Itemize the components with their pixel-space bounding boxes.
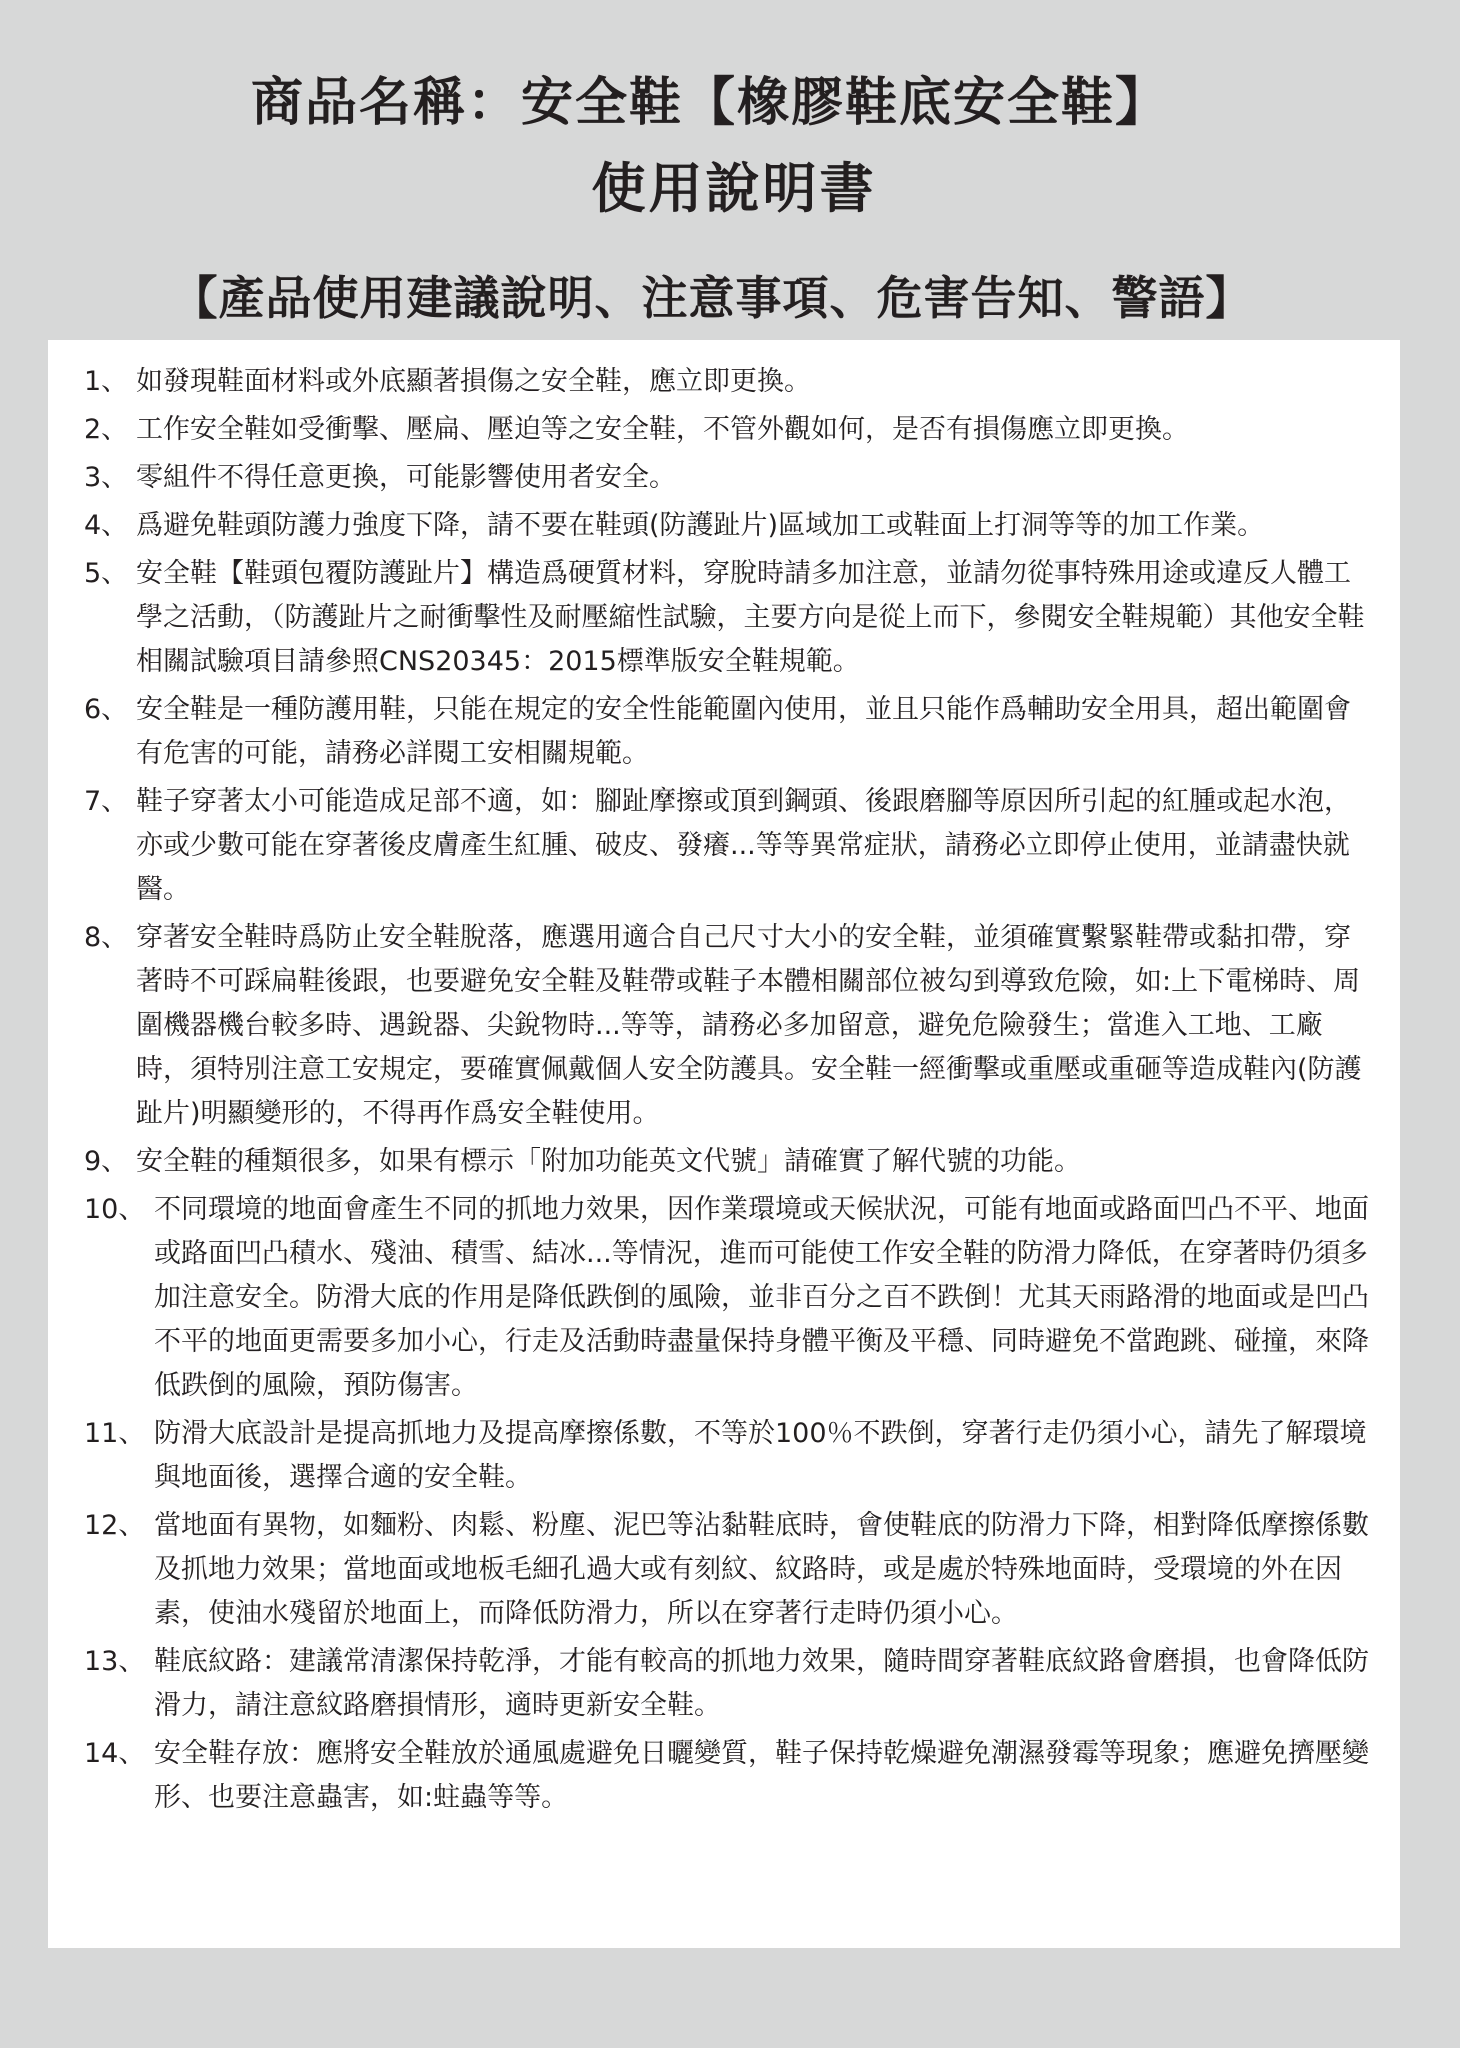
list-item bbox=[84, 360, 1374, 404]
item-number: 9、 bbox=[84, 1146, 129, 1177]
list-item bbox=[84, 916, 1374, 1136]
item-text: 安全鞋存放：應將安全鞋放於通風處避免日曬變質，鞋子保持乾燥避免潮濕發霉等現象；應避免擠壓變形、也要注意蟲害，如:蛀蟲等等。 bbox=[154, 1738, 1369, 1813]
item-number: 13、 bbox=[84, 1646, 146, 1677]
list-item bbox=[84, 456, 1374, 500]
item-number: 14、 bbox=[84, 1738, 146, 1769]
item-number: 5、 bbox=[84, 558, 129, 589]
item-number: 2、 bbox=[84, 414, 129, 445]
list-item bbox=[84, 780, 1374, 912]
item-text: 安全鞋【鞋頭包覆防護趾片】構造爲硬質材料，穿脫時請多加注意，並請勿從事特殊用途或違反人體工學之活動，（防護趾片之耐衝擊性及耐壓縮性試驗，主要方向是從上而下，參閱安全鞋規範）其他安全鞋相關試驗項目請參照CNS20345：2015標準版安全鞋規範。 bbox=[136, 558, 1365, 677]
item-text: 零組件不得任意更換，可能影響使用者安全。 bbox=[136, 462, 676, 493]
section-subtitle: 【產品使用建議說明、注意事項、危害告知、警語】 bbox=[171, 271, 1253, 325]
instructions-list bbox=[84, 360, 1374, 1824]
item-text: 安全鞋是一種防護用鞋，只能在規定的安全性能範圍內使用，並且只能作爲輔助安全用具，超出範圍會有危害的可能，請務必詳閱工安相關規範。 bbox=[136, 694, 1351, 769]
instructions-panel bbox=[48, 340, 1400, 1948]
item-number: 3、 bbox=[84, 462, 129, 493]
product-name-title: 商品名稱：安全鞋【橡膠鞋底安全鞋】 bbox=[250, 73, 1169, 133]
list-item bbox=[84, 1188, 1374, 1408]
list-item bbox=[84, 1140, 1374, 1184]
item-text: 如發現鞋面材料或外底顯著損傷之安全鞋，應立即更換。 bbox=[136, 366, 811, 397]
list-item bbox=[84, 1732, 1374, 1820]
item-text: 穿著安全鞋時爲防止安全鞋脫落，應選用適合自己尺寸大小的安全鞋，並須確實繫緊鞋帶或黏扣帶，穿著時不可踩扁鞋後跟，也要避免安全鞋及鞋帶或鞋子本體相關部位被勾到導致危險，如:上下電梯時、周圍機器機台較多時、遇銳器、尖銳物時...等等，請務必多加留意，避免危險發生；當進入工地、工廠時，須特別注意工安規定，要確實佩戴個人安全防護具。安全鞋一經衝擊或重壓或重砸等造成鞋內(防護趾片)明顯變形的，不得再作爲安全鞋使用。 bbox=[136, 922, 1362, 1129]
item-text: 不同環境的地面會產生不同的抓地力效果，因作業環境或天候狀況，可能有地面或路面凹凸不平、地面或路面凹凸積水、殘油、積雪、結冰...等情況，進而可能使工作安全鞋的防滑力降低，在穿著時仍須多加注意安全。防滑大底的作用是降低跌倒的風險，並非百分之百不跌倒！尤其天雨路滑的地面或是凹凸不平的地面更需要多加小心，行走及活動時盡量保持身體平衡及平穩、同時避免不當跑跳、碰撞，來降低跌倒的風險，預防傷害。 bbox=[154, 1194, 1369, 1401]
item-number: 1、 bbox=[84, 366, 129, 397]
list-item bbox=[84, 552, 1374, 684]
item-text: 爲避免鞋頭防護力強度下降，請不要在鞋頭(防護趾片)區域加工或鞋面上打洞等等的加工作業。 bbox=[136, 510, 1265, 541]
item-number: 12、 bbox=[84, 1510, 146, 1541]
list-item bbox=[84, 1412, 1374, 1500]
item-number: 6、 bbox=[84, 694, 129, 725]
item-number: 7、 bbox=[84, 786, 129, 817]
item-text: 鞋底紋路：建議常清潔保持乾淨，才能有較高的抓地力效果，隨時間穿著鞋底紋路會磨損，也會降低防滑力，請注意紋路磨損情形，適時更新安全鞋。 bbox=[154, 1646, 1369, 1721]
item-number: 10、 bbox=[84, 1194, 146, 1225]
manual-title: 使用說明書 bbox=[591, 157, 877, 220]
item-number: 8、 bbox=[84, 922, 129, 953]
list-item bbox=[84, 1640, 1374, 1728]
list-item bbox=[84, 504, 1374, 548]
item-text: 工作安全鞋如受衝擊、壓扁、壓迫等之安全鞋，不管外觀如何，是否有損傷應立即更換。 bbox=[136, 414, 1189, 445]
list-item bbox=[84, 1504, 1374, 1636]
item-text: 鞋子穿著太小可能造成足部不適，如：腳趾摩擦或頂到鋼頭、後跟磨腳等原因所引起的紅腫或起水泡，亦或少數可能在穿著後皮膚產生紅腫、破皮、發癢...等等異常症狀，請務必立即停止使用，並請盡快就醫。 bbox=[136, 786, 1351, 905]
item-text: 防滑大底設計是提高抓地力及提高摩擦係數，不等於100％不跌倒，穿著行走仍須小心，請先了解環境與地面後，選擇合適的安全鞋。 bbox=[154, 1418, 1367, 1493]
list-item bbox=[84, 408, 1374, 452]
item-text: 當地面有異物，如麵粉、肉鬆、粉塵、泥巴等沾黏鞋底時，會使鞋底的防滑力下降，相對降低摩擦係數及抓地力效果；當地面或地板毛細孔過大或有刻紋、紋路時，或是處於特殊地面時，受環境的外在因素，使油水殘留於地面上，而降低防滑力，所以在穿著行走時仍須小心。 bbox=[154, 1510, 1369, 1629]
list-item bbox=[84, 688, 1374, 776]
item-number: 4、 bbox=[84, 510, 129, 541]
item-text: 安全鞋的種類很多，如果有標示「附加功能英文代號」請確實了解代號的功能。 bbox=[136, 1146, 1081, 1177]
item-number: 11、 bbox=[84, 1418, 146, 1449]
